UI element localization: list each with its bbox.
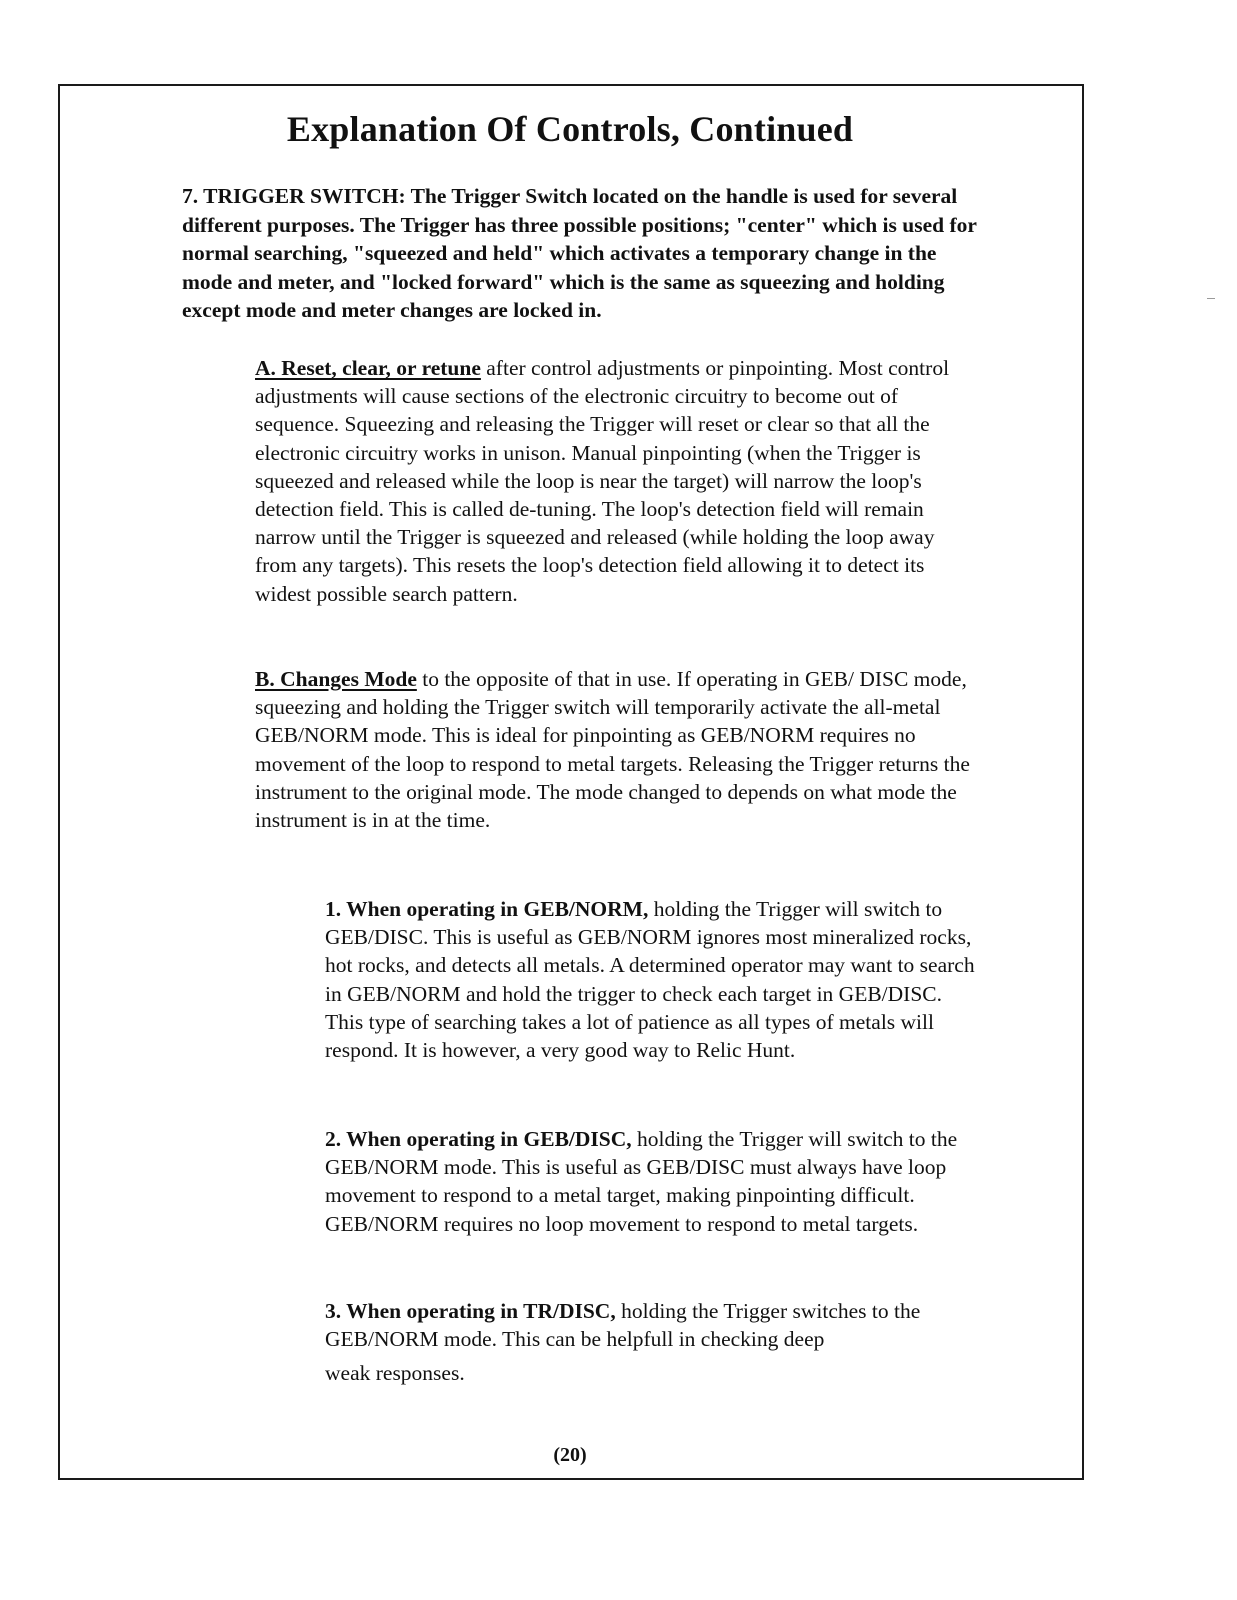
list-item-heading: 3. When operating in TR/DISC,: [325, 1299, 616, 1323]
list-item: [325, 1125, 975, 1238]
list-item-body: holding the Trigger will switch to the GEB/NORM mode. This is useful as GEB/DISC must always have loop movement to respond to a metal target, making pinpointing difficult. GEB/NORM requires no loop movement to respond to metal targets.: [325, 1127, 958, 1236]
list-item-body: holding the Trigger switches to the GEB/NORM mode. This can be helpfull in checking deep: [325, 1299, 921, 1352]
scan-artifact-mark: [1207, 298, 1215, 299]
list-item: [325, 1297, 975, 1388]
list-item-last-line: weak responses.: [325, 1361, 465, 1386]
list-item: [325, 895, 975, 1064]
list-item-heading: 1. When operating in GEB/NORM,: [325, 897, 649, 921]
section-a-reset: [255, 354, 975, 608]
list-item-heading: 2. When operating in GEB/DISC,: [325, 1127, 632, 1151]
section-a-heading: A. Reset, clear, or retune: [255, 356, 481, 380]
page-number: (20): [553, 1444, 587, 1466]
section-a-body: after control adjustments or pinpointing. Most control adjustments will cause sections of the electronic circuitry to become out of sequence. Squeezing and releasing the Trigger will reset or clear so that all the electronic circuitry works in unison. Manual pinpointing (when the Trigger is squeezed and released while the loop is near the target) will narrow the loop's detection field. This is called de-tuning. The loop's detection field will remain narrow until the Trigger is squeezed and released (while holding the loop away from any targets). This resets the loop's detection field allowing it to detect its widest possible search pattern.: [255, 356, 950, 606]
trigger-switch-intro: 7. TRIGGER SWITCH: The Trigger Switch located on the handle is used for several different purposes. The Trigger has three possible positions; "center" which is used for normal searching, "squeezed and held" which activates a temporary change in the mode and meter, and "locked forward" which is the same as squeezing and holding except mode and meter changes are locked in.: [182, 184, 977, 322]
list-item-body: holding the Trigger will switch to GEB/DISC. This is useful as GEB/NORM ignores most mineralized rocks, hot rocks, and detects all metals. A determined operator may want to search in GEB/NORM and hold the trigger to check each target in GEB/DISC. This type of searching takes a lot of patience as all types of metals will respond. It is however, a very good way to Relic Hunt.: [325, 897, 975, 1063]
section-b-changes-mode: [255, 665, 975, 834]
page-title: Explanation Of Controls, Continued: [286, 109, 854, 149]
section-b-heading: B. Changes Mode: [255, 667, 417, 691]
section-b-body: to the opposite of that in use. If operating in GEB/ DISC mode, squeezing and holding the Trigger switch will temporarily activate the all-metal GEB/NORM mode. This is ideal for pinpointing as GEB/NORM requires no movement of the loop to respond to metal targets. Releasing the Trigger returns the instrument to the original mode. The mode changed to depends on what mode the instrument is in at the time.: [255, 667, 970, 833]
